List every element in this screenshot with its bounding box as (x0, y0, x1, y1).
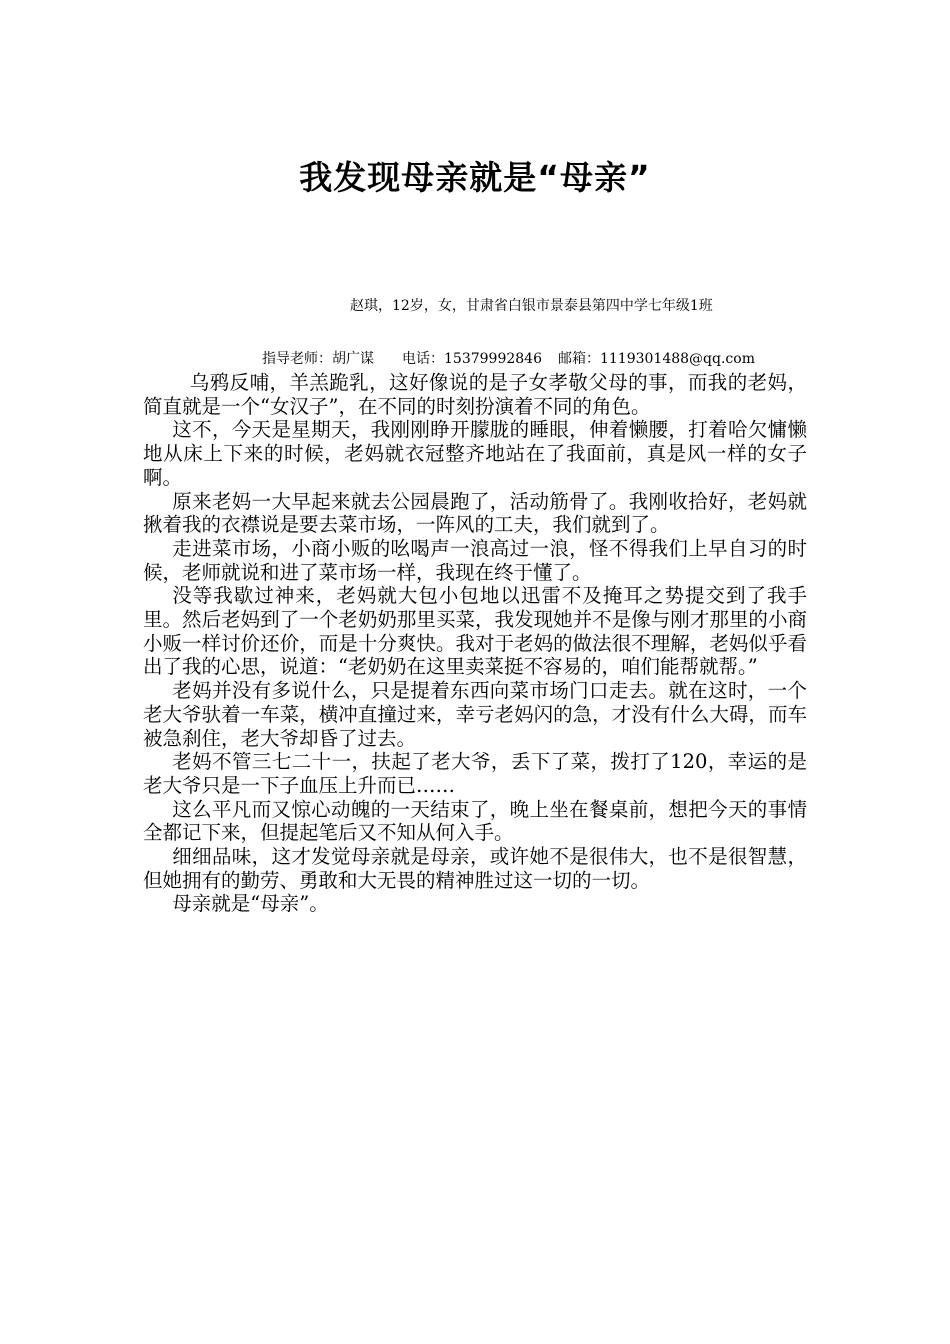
paragraph: 老妈并没有多说什么，只是提着东西向菜市场门口走去。就在这时，一个老大爷驮着一车菜，横冲直撞过来，幸亏老妈闪的急，才没有什么大碍，而车被急刹住，老大爷却昏了过去。 (143, 679, 807, 750)
paragraph: 母亲就是“母亲”。 (172, 892, 329, 916)
paragraph: 这么平凡而又惊心动魄的一天结束了，晚上坐在餐桌前，想把今天的事情全都记下来，但提起笔后又不知从何入手。 (143, 797, 807, 845)
author-line: 赵琪，12岁，女，甘肃省白银市景泰县第四中学七年级1班 (350, 298, 713, 314)
document-title: 我发现母亲就是“母亲” (299, 158, 651, 197)
paragraph: 乌鸦反哺，羊羔跪乳，这好像说的是子女孝敬父母的事，而我的老妈，简直就是一个“女汉子”，在不同的时刻扮演着不同的角色。 (143, 371, 807, 418)
paragraph: 没等我歇过神来，老妈就大包小包地以迅雷不及掩耳之势提交到了我手里。然后老妈到了一个老奶奶那里买菜，我发现她并不是像与刚才那里的小商小贩一样讨价还价，而是十分爽快。我对于老妈的做法很不理解，老妈似乎看出了我的心思，说道：“老奶奶在这里卖菜挺不容易的，咱们能帮就帮。” (143, 584, 807, 679)
teacher-name: 指导老师：胡广谋 (262, 351, 374, 367)
teacher-info (262, 349, 822, 369)
paragraph: 细细品味，这才发觉母亲就是母亲，或许她不是很伟大，也不是很智慧，但她拥有的勤劳、勇敢和大无畏的精神胜过这一切的一切。 (143, 845, 807, 892)
paragraph: 老妈不管三七二十一，扶起了老大爷，丢下了菜，拨打了120，幸运的是老大爷只是一下子血压上升而已…… (143, 750, 807, 797)
essay-body (143, 371, 807, 916)
teacher-phone: 电话：15379992846 (402, 351, 542, 367)
paragraph: 走进菜市场，小商小贩的吆喝声一浪高过一浪，怪不得我们上早自习的时候，老师就说和进了菜市场一样，我现在终于懂了。 (143, 536, 807, 584)
paragraph: 原来老妈一大早起来就去公园晨跑了，活动筋骨了。我刚收拾好，老妈就揪着我的衣襟说是要去菜市场，一阵风的工夫，我们就到了。 (143, 489, 807, 537)
paragraph: 这不，今天是星期天，我刚刚睁开朦胧的睡眼，伸着懒腰，打着哈欠慵懒地从床上下来的时候，老妈就衣冠整齐地站在了我面前，真是风一样的女子啊。 (143, 418, 807, 489)
teacher-email: 邮箱：1119301488@qq.com (557, 351, 755, 367)
